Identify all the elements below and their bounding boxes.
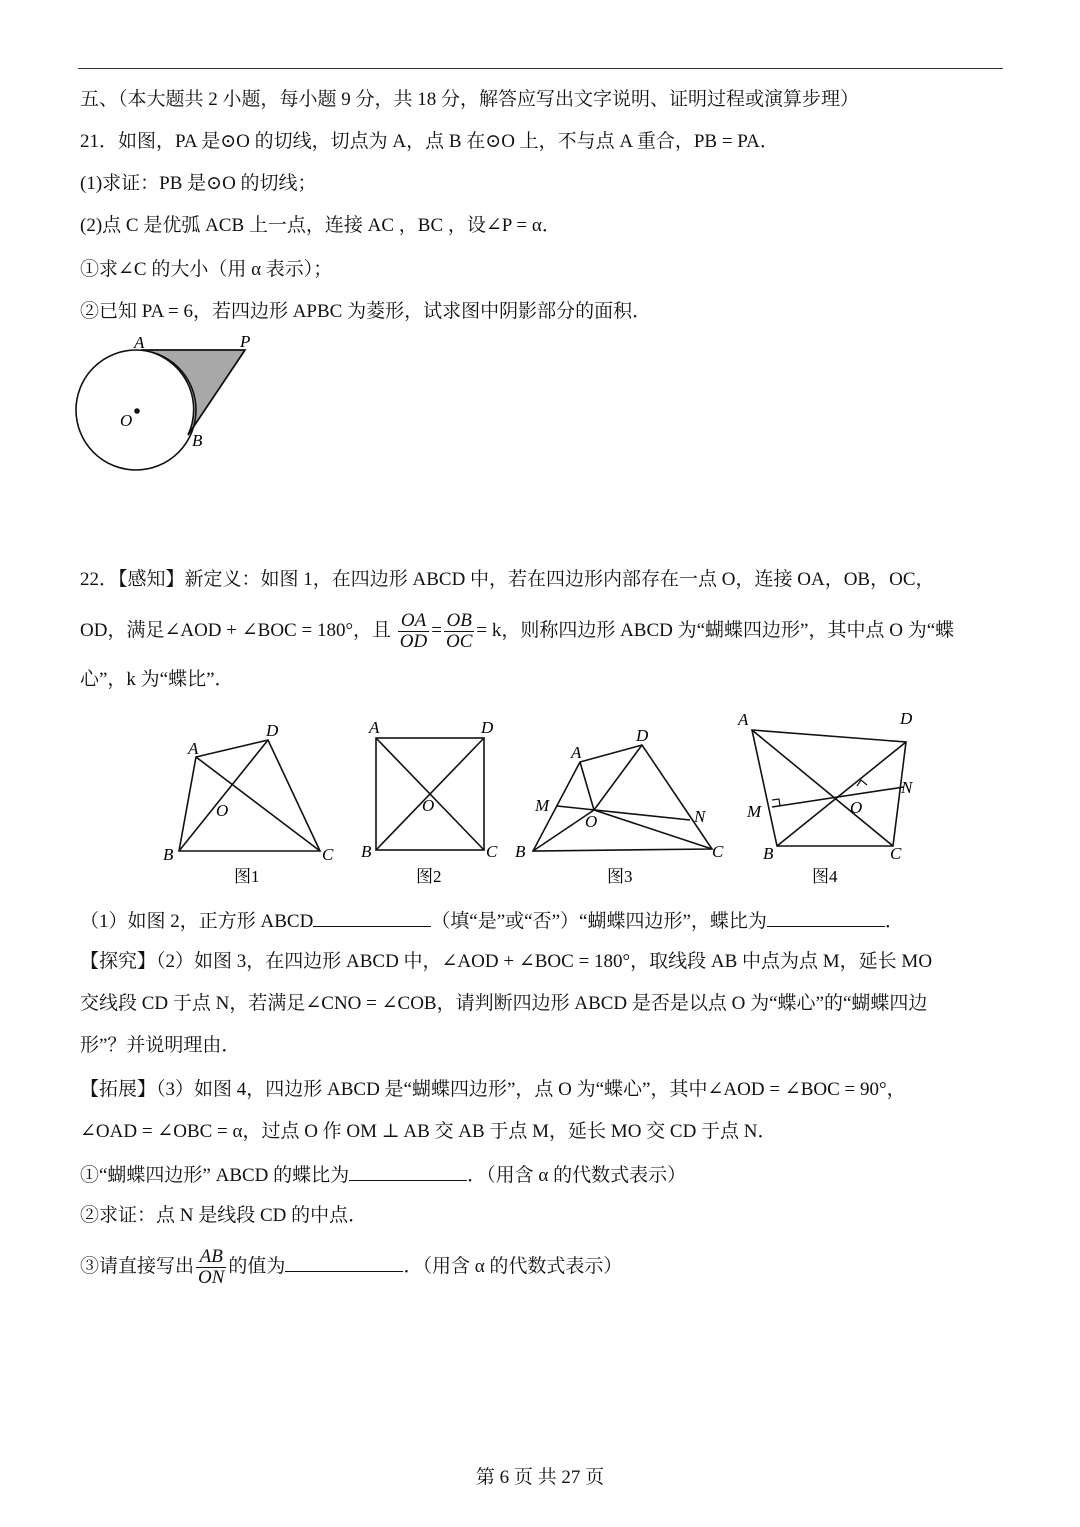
q22-part3-2: ∠OAD = ∠OBC = α，过点 O 作 OM ⊥ AB 交 AB 于点 M，延长 MO 交 CD 于点 N． [80,1121,777,1142]
svg-text:D: D [481,718,494,737]
q22-stem-1: 22．【感知】新定义：如图 1，在四边形 ABCD 中，若在四边形内部存在一点 O，连接 OA，OB，OC， [80,569,935,590]
svg-text:B: B [763,844,774,863]
caption-fig3: 图3 [607,867,633,886]
q22-part3-c: ③请直接写出 $\frac{AB}{ON}$ 的值为 ．（用含 α 的代数式表示） [80,1246,623,1289]
svg-text:D: D [636,726,649,745]
q22-part2-2: 交线段 CD 于点 N，若满足∠CNO = ∠COB，请判断四边形 ABCD 是否是以点 O 为“蝶心”的“蝴蝶四边 [80,993,928,1014]
q21-part2-1: ①求∠C 的大小（用 α 表示）； [80,259,333,280]
fraction-oa-od: $\frac{OA}{OD}$ [399,610,428,653]
svg-text:A: A [571,743,582,762]
fraction-ab-on: $\frac{AB}{ON}$ [198,1246,225,1289]
svg-text:D: D [266,721,279,740]
caption-fig1: 图1 [234,867,260,886]
svg-text:O: O [850,798,863,817]
svg-text:O: O [216,801,229,820]
section-heading: 五、（本大题共 2 小题，每小题 9 分，共 18 分，解答应写出文字说明、证明过程或演算步理） [80,89,860,110]
page-footer: 第 6 页 共 27 页 [475,1467,605,1488]
svg-text:A: A [369,718,380,737]
svg-text:C: C [486,842,498,861]
fraction-ob-oc: $\frac{OB}{OC}$ [445,610,473,653]
svg-text:M: M [747,802,762,821]
answer-blank[interactable] [313,908,431,927]
answer-blank[interactable] [349,1162,467,1181]
q22-part1: （1）如图 2，正方形 ABCD （填“是”或“否”）“蝴蝶四边形”，蝶比为 ． [80,908,904,934]
q21-part2-2: ②已知 PA = 6，若四边形 APBC 为菱形，试求图中阴影部分的面积． [80,301,652,322]
caption-fig2: 图2 [416,867,442,886]
q22-stem-3: 心”，k 为“蝶比”． [80,669,234,690]
q22-part2-3: 形”？并说明理由． [80,1035,241,1056]
label-p: P [240,332,251,351]
answer-blank[interactable] [767,908,885,927]
q21-part1: (1)求证：PB 是⊙O 的切线； [80,173,317,194]
svg-text:B: B [361,842,372,861]
svg-text:D: D [900,709,913,728]
q22-part3-a: ①“蝴蝶四边形” ABCD 的蝶比为 ．（用含 α 的代数式表示） [80,1162,686,1188]
svg-text:C: C [322,845,334,864]
svg-text:N: N [901,778,913,797]
svg-text:C: C [712,842,724,861]
svg-text:B: B [163,845,174,864]
figure-1 [179,740,320,851]
svg-text:O: O [422,796,435,815]
label-b: B [192,431,203,450]
answer-blank[interactable] [285,1253,403,1272]
figure-4 [752,730,906,846]
svg-text:M: M [535,796,550,815]
svg-text:B: B [515,842,526,861]
svg-text:N: N [694,807,706,826]
q21-stem: 21．如图，PA 是⊙O 的切线，切点为 A，点 B 在⊙O 上，不与点 A 重合，PB = PA． [80,131,779,152]
q22-part3-b: ②求证：点 N 是线段 CD 的中点． [80,1205,368,1226]
q22-part2-1: 【探究】（2）如图 3，在四边形 ABCD 中，∠AOD + ∠BOC = 180°，取线段 AB 中点为点 M，延长 MO [80,951,933,972]
q22-part3-1: 【拓展】（3）如图 4，四边形 ABCD 是“蝴蝶四边形”，点 O 为“蝶心”，其中∠AOD = ∠BOC = 90°， [80,1079,906,1100]
svg-text:A: A [188,739,199,758]
caption-fig4: 图4 [812,867,838,886]
svg-text:C: C [890,844,902,863]
svg-text:A: A [738,710,749,729]
q21-part2: (2)点 C 是优弧 ACB 上一点，连接 AC ，BC ，设∠P = α． [80,215,561,236]
label-o: O [120,411,133,430]
figure-2 [376,738,484,850]
q22-stem-2: OD，满足∠AOD + ∠BOC = 180°，且 $\frac{OA}{OD}$ = $\frac{OB}{OC}$ = k，则称四边形 ABCD 为“蝴蝶四边形”，其中点 O 为“蝶 [80,610,955,653]
figure-3 [533,745,712,851]
svg-text:O: O [585,812,598,831]
q21-figure [76,350,245,470]
label-a: A [134,333,145,352]
